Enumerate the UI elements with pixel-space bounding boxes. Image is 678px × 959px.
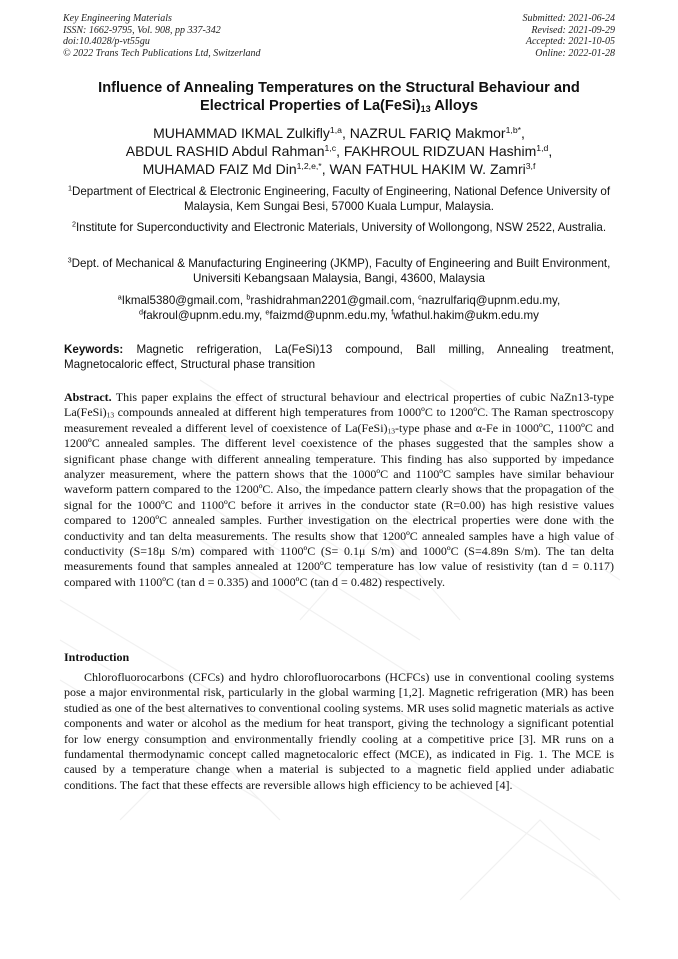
email-line-1: $^a$Ikmal5380@gmail.com, $^b$rashidrahman2201@gmail.com, $^c$nazrulfariq@upnm.edu.my, — [117, 292, 561, 307]
email-address: rashidrahman2201@gmail.com — [250, 294, 412, 307]
author-name: ABDUL RASHID Abdul Rahman — [125, 143, 325, 159]
email-line-2: $^d$fakroul@upnm.edu.my, $^e$faizmd@upnm.edu.my, $^f$wfathul.hakim@ukm.edu.my — [139, 307, 539, 322]
email-address: wfathul.hakim@ukm.edu.my — [393, 308, 539, 322]
journal-issn: ISSN: 1662-9795, Vol. 908, pp 337-342 — [63, 24, 221, 36]
author-name: MUHAMMAD IKMAL Zulkifly — [153, 125, 330, 141]
journal-name: Key Engineering Materials — [63, 13, 172, 24]
author-name: MUHAMAD FAIZ Md Din — [142, 161, 297, 177]
affiliation-1: $^1$Department of Electrical & Electronic Engineering, Faculty of Engineering, National Defence University of Malaysia, Kem Sungai Besi, 57000 Kuala Lumpur, Malaysia. — [67, 183, 611, 213]
journal-copyright: © 2022 Trans Tech Publications Ltd, Switzerland — [63, 47, 261, 59]
author-line-2: ABDUL RASHID Abdul Rahman$^{1,c}$, FAKHROUL RIDZUAN Hashim$^{1,d}$, — [125, 142, 553, 159]
title-line-2: Electrical Properties of $La(FeSi)_{13}$ Alloys — [200, 97, 478, 114]
author-line-1: MUHAMMAD IKMAL Zulkifly$^{1,a}$, NAZRUL FARIQ Makmor$^{1,b*}$, — [153, 124, 525, 141]
journal-doi: doi:10.4028/p-vt55gu — [63, 36, 150, 48]
date-revised: Revised: 2021-09-29 — [531, 24, 615, 36]
author-list — [55, 124, 623, 178]
affiliation-3: $^3$Dept. of Mechanical & Manufacturing Engineering (JKMP), Faculty of Engineering and Built Environment, Universiti Kebangsaan Malaysia, Bangi, 43600, Malaysia — [67, 255, 611, 285]
author-name: WAN FATHUL HAKIM W. Zamri — [329, 161, 526, 177]
paper-title — [60, 80, 618, 115]
date-accepted: Accepted: 2021-10-05 — [525, 36, 615, 48]
email-address: faizmd@upnm.edu.my — [269, 308, 385, 322]
author-name: NAZRUL FARIQ Makmor — [349, 125, 506, 141]
date-submitted: Submitted: 2021-06-24 — [522, 13, 615, 24]
abstract-label: Abstract. — [64, 390, 112, 404]
publication-dates — [523, 13, 616, 59]
title-line-1: Influence of Annealing Temperatures on the Structural Behaviour and — [98, 80, 580, 96]
author-emails — [55, 294, 623, 323]
email-address: nazrulfariq@upnm.edu.my — [421, 294, 557, 307]
author-name: FAKHROUL RIDZUAN Hashim — [343, 143, 537, 159]
keywords-text: Magnetic refrigeration, La(FeSi)13 compound, Ball milling, Annealing treatment, Magnetocaloric effect, Structural phase transition — [64, 343, 614, 371]
abstract: Abstract. This paper explains the effect of structural behaviour and electrical properties of cubic NaZn13-type $La(FeSi)_{13}$ compounds annealed at different high temperatures from 1000ºC to 1200ºC. The Raman spectroscopy measurement revealed a different level of coexistence of $La(FeSi)_{13}$-type phase and α-Fe in 1000ºC, 1100ºC and 1200ºC annealed samples. The different level coexistence of the phases suggested that the samples show a significant phase change with different annealing temperature. This finding has also supported by impedance analyzer measurement, where the pattern shows that the 1000ºC and 1100ºC samples have similar behaviour waveform pattern compared to the 1200ºC. Also, the impedance pattern clearly shows that the propagation of the signal for the 1000ºC and 1100ºC before it arrives in the conductor state (R=0.00) has high resistive values compared to 1200ºC annealed samples. Further investigation on the electrical properties were done with the conductivity and tan delta measurements. The results show that 1200ºC annealed samples have a high value of conductivity (S=18μ S/m) compared with 1100ºC (S= 0.1μ S/m) and 1000ºC (S=4.89n S/m). The tan delta measurements found that samples annealed at 1200ºC temperature has low value of resistivity (tan d = 0.117) compared with 1100ºC (tan d = 0.335) and 1000ºC (tan d = 0.482) respectively. — [64, 390, 614, 589]
affiliation-2: $^2$Institute for Superconductivity and Electronic Materials, University of Wollongong, NSW 2522, Australia. — [71, 219, 607, 234]
author-line-3: MUHAMAD FAIZ Md Din$^{1,2,e,*}$, WAN FATHUL HAKIM W. Zamri$^{3,f}$ — [142, 160, 536, 177]
journal-info — [63, 13, 261, 59]
email-address: Ikmal5380@gmail.com — [121, 294, 240, 307]
keywords — [64, 342, 614, 372]
introduction-heading: Introduction — [64, 650, 130, 664]
introduction-text: Chlorofluorocarbons (CFCs) and hydro chlorofluorocarbons (HCFCs) use in conventional cooling systems pose a major environmental risk, particularly in the global warming [1,2]. Magnetic refrigeration (MR) has been studied as one of the best alternatives to conventional cooling systems. MR uses solid magnetic materials as active components and water or alcohol as the medium for heat transport, giving the technology a significant potential for low energy consumption and environmentally friendly cooling at a competitive price [3]. MR runs on a fundamental thermodynamic concept called magnetocaloric effect (MCE), as indicated in Fig. 1. The MCE is caused by a temperature change when a material is subjected to a magnetic field applied under adiabatic conditions. The fact that these effects are reversible allows high efficiency to be achieved [4]. — [64, 670, 614, 792]
keywords-label: Keywords: — [64, 343, 124, 356]
date-online: Online: 2022-01-28 — [535, 47, 615, 59]
email-address: fakroul@upnm.edu.my — [143, 308, 259, 322]
